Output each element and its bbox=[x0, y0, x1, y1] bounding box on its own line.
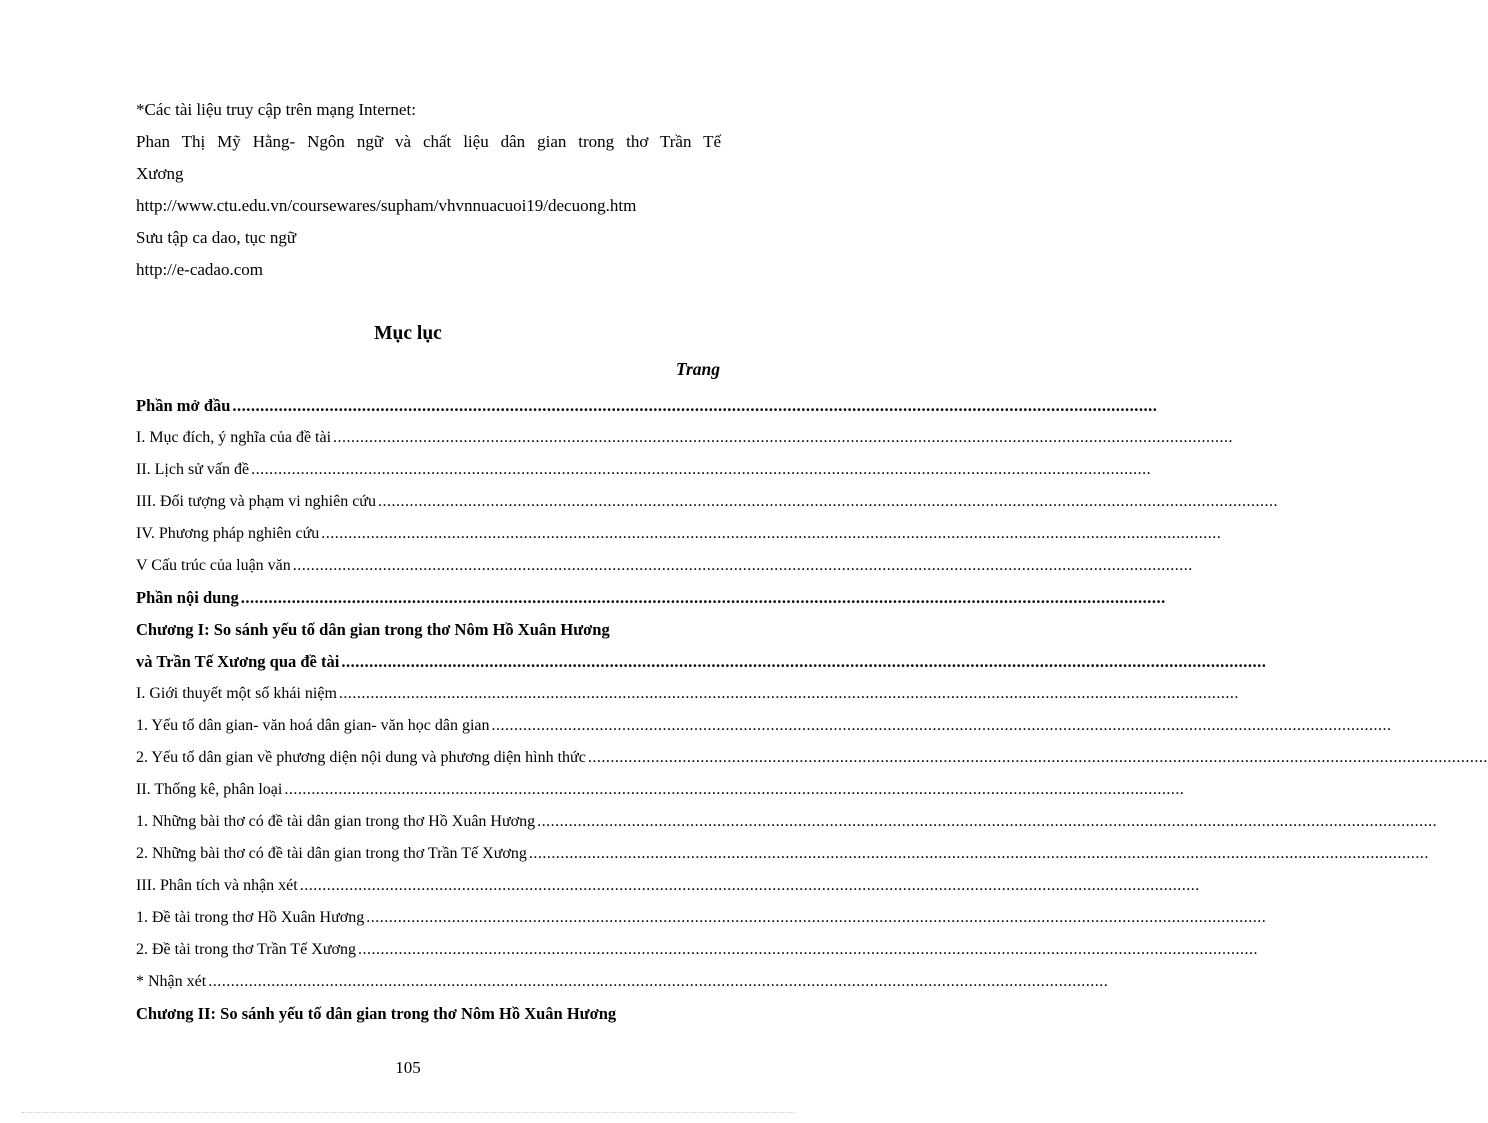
toc-title: Mục lục bbox=[374, 323, 442, 344]
reference-item-2: Sưu tập ca dao, tục ngữ bbox=[136, 228, 297, 247]
toc-entry: II. Lịch sử vấn đề ........................................................................................................................................................................................................ bbox=[136, 461, 1152, 478]
toc-entry: 2. Những bài thơ có đề tài dân gian trong thơ Trần Tế Xương ........................................................................................................................................................................................................ bbox=[136, 845, 1429, 862]
toc-entry: III. Đối tượng và phạm vi nghiên cứu ........................................................................................................................................................................................................ bbox=[136, 493, 1278, 510]
toc-entry: 1. Những bài thơ có đề tài dân gian trong thơ Hồ Xuân Hương ........................................................................................................................................................................................................ bbox=[136, 813, 1438, 830]
toc-entry: 2. Đề tài trong thơ Trần Tế Xương ........................................................................................................................................................................................................ bbox=[136, 941, 1258, 958]
toc-chapter-heading: Chương II: So sánh yếu tố dân gian trong thơ Nôm Hồ Xuân Hương bbox=[136, 1004, 617, 1023]
reference-item-2-url: http://e-cadao.com bbox=[136, 260, 263, 279]
internet-references bbox=[136, 94, 721, 286]
reference-item-1-line-1: Phan Thị Mỹ Hằng- Ngôn ngữ và chất liệu dân gian trong thơ Trần Tế bbox=[136, 132, 721, 151]
toc-page-column-label: Trang bbox=[675, 359, 720, 379]
reference-item-1-line-2: Xương bbox=[136, 164, 184, 183]
references-intro: *Các tài liệu truy cập trên mạng Internet: bbox=[136, 100, 416, 119]
page-bottom-divider bbox=[22, 1112, 794, 1113]
toc-entry: 2. Yếu tố dân gian về phương diện nội dung và phương diện hình thức ........................................................................................................................................................................................................ bbox=[136, 749, 1488, 766]
toc-entry: III. Phân tích và nhận xét ........................................................................................................................................................................................................ bbox=[136, 877, 1200, 894]
table-of-contents bbox=[136, 385, 1488, 1025]
reference-item-1-url: http://www.ctu.edu.vn/coursewares/supham/vhvnnuacuoi19/decuong.htm bbox=[136, 196, 637, 215]
toc-entry: I. Giới thuyết một số khái niệm ........................................................................................................................................................................................................ bbox=[136, 685, 1239, 702]
toc-entry: Phần nội dung ........................................................................................................................................................................................................ bbox=[136, 588, 1166, 607]
toc-entry: IV. Phương pháp nghiên cứu ........................................................................................................................................................................................................ bbox=[136, 525, 1222, 542]
toc-entry: I. Mục đích, ý nghĩa của đề tài ........................................................................................................................................................................................................ bbox=[136, 429, 1234, 446]
toc-entry: * Nhận xét ........................................................................................................................................................................................................ bbox=[136, 973, 1109, 990]
toc-entry: II. Thống kê, phân loại ........................................................................................................................................................................................................ bbox=[136, 781, 1185, 798]
toc-entry: 1. Yếu tố dân gian- văn hoá dân gian- văn học dân gian ........................................................................................................................................................................................................ bbox=[136, 717, 1392, 734]
toc-entry: 1. Đề tài trong thơ Hồ Xuân Hương ........................................................................................................................................................................................................ bbox=[136, 909, 1267, 926]
toc-entry: V Cấu trúc của luận văn ........................................................................................................................................................................................................ bbox=[136, 557, 1193, 574]
toc-chapter-heading: Chương I: So sánh yếu tố dân gian trong thơ Nôm Hồ Xuân Hương bbox=[136, 620, 610, 639]
page-number: 105 bbox=[395, 1058, 421, 1077]
toc-entry: Phần mở đầu ........................................................................................................................................................................................................ bbox=[136, 396, 1158, 415]
toc-entry: và Trần Tế Xương qua đề tài ........................................................................................................................................................................................................ bbox=[136, 652, 1267, 671]
